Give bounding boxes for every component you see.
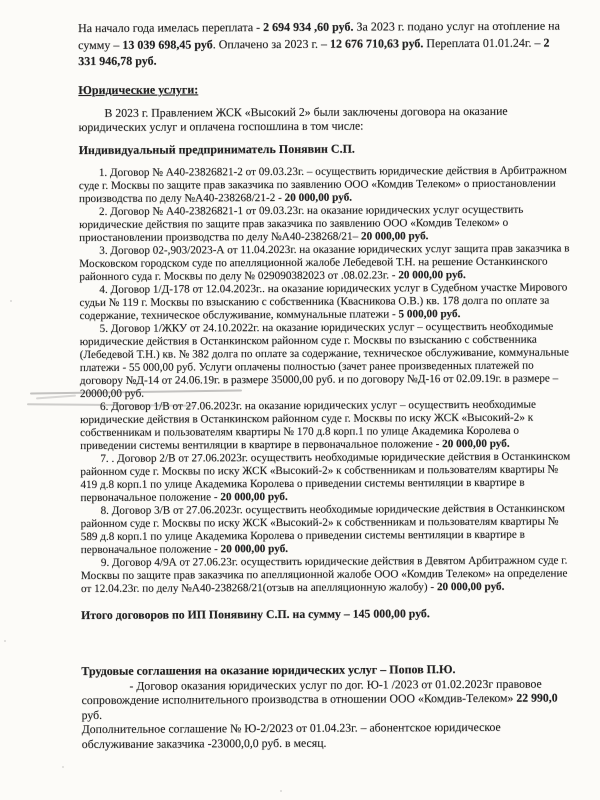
contract-item-3: 3. Договор 02-,903/2023-А от 11.04.2023г. на оказание юридических услуг защита прав заказчика в Московском городском суде по апелляционной жалобе Лебедевой Т.Н. на решение Останкинского районного суда г. Москвы по делу № 029090382023 от .08.02.23г. - 20 000,00 руб. <box>79 241 570 283</box>
contract-item-9: 9. Договор 4/9А от 27.06.23г. осуществить юридические действия в Девятом Арбитражном суде г. Москвы по защите прав заказчика по апелляционной жалобе ООО «Комдив Телеком» на определение от 12.04.23г. по делу №А40-238268/21(отзыв на апелляционную жалобу) - 20 000,00 руб. <box>80 553 568 595</box>
contract-list <box>79 164 573 596</box>
scan-speck-noise <box>510 22 512 24</box>
contract-item-7: 7. . Договор 2/В от 27.06.2023г. осуществить необходимые юридические действия в Останкинском районном суде г. Москвы по иску ЖСК «Высокий-2» к собственникам и пользователям квартиры № 419 д.8 корп.1 по улице Академика Королева о приведении системы вентиляции в квартире в первоначальное положение - 20 000,00 руб. <box>80 449 571 504</box>
labor-contract-paragraph: - Договор оказания юридических услуг по дог. Ю-1 /2023 от 01.02.2023г правовое сопровождение исполнительного производства в отношении ООО «Комдив-Телеком» 22 990,0 руб. <box>81 676 558 722</box>
legal-services-heading: Юридические услуги: <box>78 81 199 97</box>
scan-artifact-strike-3 <box>36 395 76 400</box>
contract-item-6: 6. Договор 1/В от 27.06.2023г. на оказание юридических услуг – осуществить необходимые юридические действия в Останкинском районном суде г. Москвы по иску ЖСК «Высокий-2» к собственникам и пользователям квартиры № 170 д.8 корп.1 по улице Академика Королева о приведении системы вентиляции в квартире в первоначальное положение - 20 000,00 руб. <box>80 398 536 452</box>
contract-item-8: 8. Договор 3/В от 27.06.2023г. осуществить необходимые юридические действия в Останкинском районном суде г. Москвы по иску ЖСК «Высокий-2» к собственникам и пользователям квартиры № 589 д.8 корп.1 по улице Академика Королева о приведении системы вентиляции в квартире в первоначальное положение - 20 000,00 руб. <box>80 501 565 556</box>
contract-item-5: 5. Договор 1/ЖКУ от 24.10.2022г. на оказание юридических услуг – осуществить необходимые юридические действия в Останкинском районном суде г. Москвы по взысканию с собственника (Лебедевой Т.Н.) кв. № 382 долга по оплате за содержание, техническое обслуживание, коммунальные платежи - 55 000,00 руб. Услуги оплачены полностью (зачет ранее произведенных платежей по договору №Д-14 от 24.06.19г. в размере 35000,00 руб. и по договору №Д-16 от 02.09.19г. в размере – 20000,00 руб. <box>79 320 570 400</box>
labor-agreements-heading: Трудовые соглашения на оказание юридических услуг – Попов П.Ю. <box>81 661 456 678</box>
ip-ponyavin-heading: Индивидуальный предприниматель Понявин С.П. <box>78 141 355 157</box>
contract-item-2: 2. Договор № А40-23826821-1 от 09.03.23г. на оказание юридических услуг осуществить юридические действия по защите прав заказчика по заявлению ООО «Комдив Телеком» о приостановлении производства по делу №А40-238268/21– 20 000,00 руб. <box>79 203 524 244</box>
contract-item-4: 4. Договор 1/Д-178 от 12.04.2023г.. на оказание юридических услуг в Судебном участке Мирового судьи № 119 г. Москвы по взысканию с собственника (Квасникова О.В.) кв. 178 долга по оплате за содержание, техническое обслуживание, коммунальные платежи - 5 000,00 руб. <box>79 280 568 322</box>
ip-total-line: Итого договоров по ИП Понявину С.П. на сумму – 145 000,00 руб. <box>81 605 430 622</box>
contract-item-1: 1. Договор № А40-23826821-2 от 09.03.23г. – осуществить юридические действия в Арбитражном суде г. Москвы по защите прав заказчика по заявлению ООО «Комдив Телеком» о приостановлении производства по делу №А40-238268/21-2 - 20 000,00 руб. <box>78 163 567 205</box>
overpayment-summary-paragraph: На начало года имелась переплата - 2 694 934 ,60 руб. За 2023 г. подано услуг на отопление на сумму – 13 039 698,45 руб. Оплачено за 2023 г. – 12 676 710,63 руб. Переплата 01.01.24г. – 2 331 946,78 руб. <box>78 18 560 68</box>
legal-services-intro-paragraph: В 2023 г. Правлением ЖСК «Высокий 2» были заключены договора на оказание юридических услуг и оплачена госпошлина в том числе: <box>78 103 508 134</box>
labor-addendum-paragraph: Дополнительное соглашение № Ю-2/2023 от 01.04.23г. – абонентское юридическое обслуживание заказчика -23000,0,0 руб. в месяц. <box>81 720 501 751</box>
document-content <box>78 17 574 751</box>
